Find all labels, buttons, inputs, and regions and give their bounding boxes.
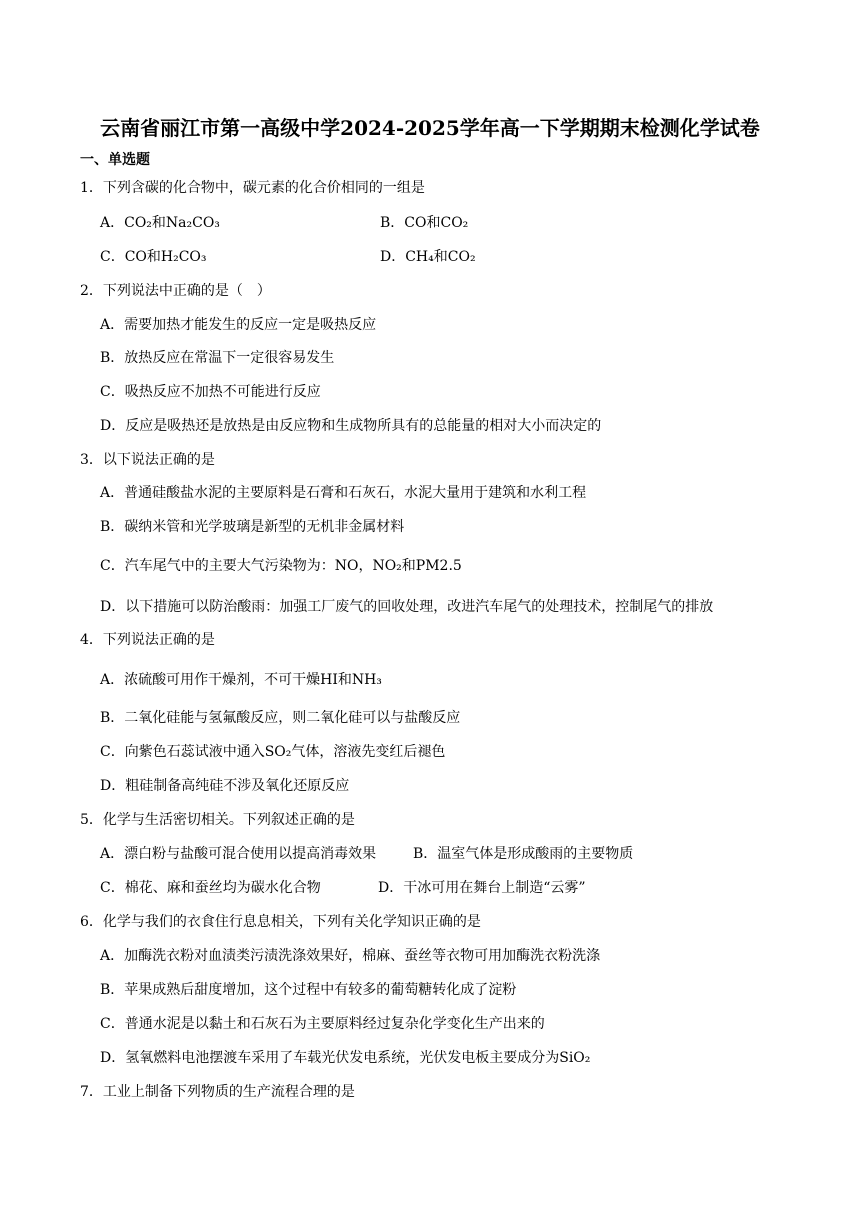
question-6-option-b: B．苹果成熟后甜度增加，这个过程中有较多的葡萄糖转化成了淀粉	[100, 982, 517, 998]
question-6-option-c: C．普通水泥是以黏土和石灰石为主要原料经过复杂化学变化生产出来的	[100, 1016, 545, 1032]
page-title: 云南省丽江市第一高级中学2024-2025学年高一下学期期末检测化学试卷	[100, 116, 760, 140]
question-6-option-a: A．加酶洗衣粉对血渍类污渍洗涤效果好，棉麻、蚕丝等衣物可用加酶洗衣粉洗涤	[100, 948, 601, 964]
question-4-option-c: C．向紫色石蕊试液中通入SO₂气体，溶液先变红后褪色	[100, 744, 446, 760]
question-6-stem: 6．化学与我们的衣食住行息息相关，下列有关化学知识正确的是	[80, 914, 481, 930]
question-4-stem: 4．下列说法正确的是	[80, 632, 215, 648]
question-1-option-a: A．CO₂和Na₂CO₃	[100, 215, 220, 231]
question-5-option-a: A．漂白粉与盐酸可混合使用以提高消毒效果	[100, 846, 377, 862]
question-2-option-d: D．反应是吸热还是放热是由反应物和生成物所具有的总能量的相对大小而决定的	[100, 418, 602, 434]
question-4-option-a: A．浓硫酸可用作干燥剂，不可干燥HI和NH₃	[100, 672, 382, 688]
question-3-option-d: D．以下措施可以防治酸雨：加强工厂废气的回收处理，改进汽车尾气的处理技术，控制尾气的排放	[100, 599, 714, 615]
question-4-option-d: D．粗硅制备高纯硅不涉及氧化还原反应	[100, 778, 350, 794]
question-5-option-b: B．温室气体是形成酸雨的主要物质	[413, 846, 634, 862]
question-2-option-b: B．放热反应在常温下一定很容易发生	[100, 350, 335, 366]
question-5-option-c: C．棉花、麻和蚕丝均为碳水化合物	[100, 880, 321, 896]
question-5-stem: 5．化学与生活密切相关。下列叙述正确的是	[80, 812, 355, 828]
question-1-option-c: C．CO和H₂CO₃	[100, 249, 207, 265]
question-5-option-d: D．干冰可用在舞台上制造“云雾”	[378, 880, 586, 896]
question-1-option-b: B．CO和CO₂	[380, 215, 469, 231]
question-1-stem: 1．下列含碳的化合物中，碳元素的化合价相同的一组是	[80, 180, 425, 196]
section-heading: 一、单选题	[80, 152, 150, 168]
question-3-option-b: B．碳纳米管和光学玻璃是新型的无机非金属材料	[100, 519, 405, 535]
question-3-option-a: A．普通硅酸盐水泥的主要原料是石膏和石灰石，水泥大量用于建筑和水利工程	[100, 485, 587, 501]
question-6-option-d: D．氢氧燃料电池摆渡车采用了车载光伏发电系统，光伏发电板主要成分为SiO₂	[100, 1050, 591, 1066]
question-2-option-c: C．吸热反应不加热不可能进行反应	[100, 384, 321, 400]
question-2-option-a: A．需要加热才能发生的反应一定是吸热反应	[100, 317, 377, 333]
question-3-option-c: C．汽车尾气中的主要大气污染物为：NO，NO₂和PM2.5	[100, 558, 462, 574]
question-3-stem: 3．以下说法正确的是	[80, 452, 215, 468]
question-7-stem: 7．工业上制备下列物质的生产流程合理的是	[80, 1084, 355, 1100]
question-2-stem: 2．下列说法中正确的是（ ）	[80, 283, 271, 299]
question-1-option-d: D．CH₄和CO₂	[380, 249, 476, 265]
question-4-option-b: B．二氧化硅能与氢氟酸反应，则二氧化硅可以与盐酸反应	[100, 710, 461, 726]
